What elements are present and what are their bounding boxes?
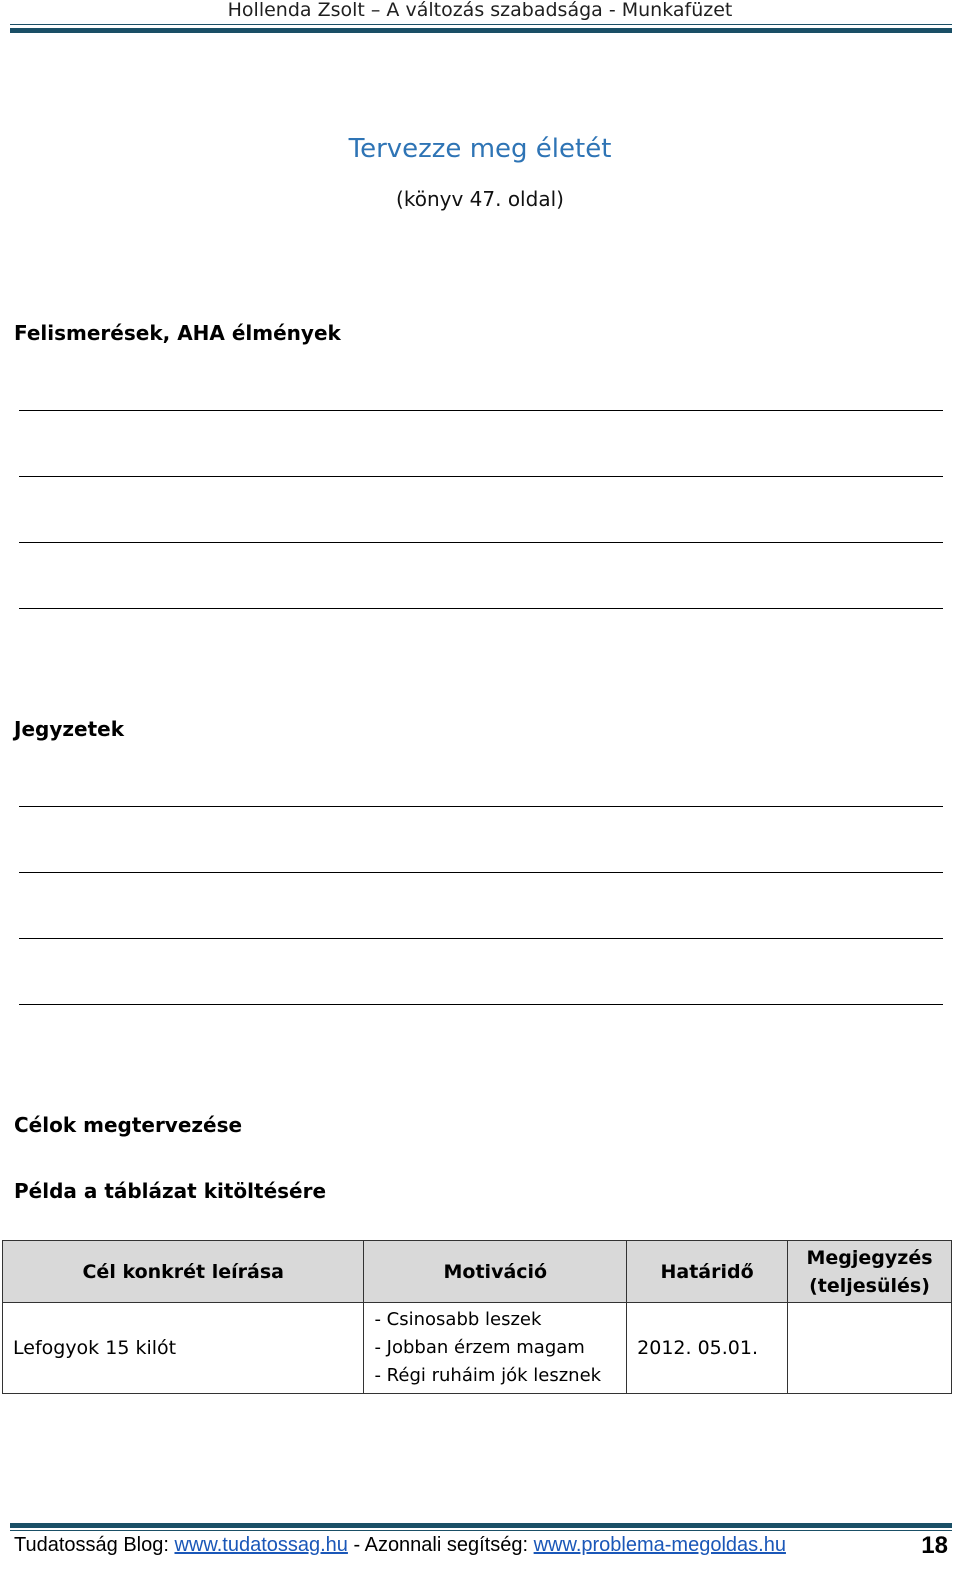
insights-line-3[interactable] [19,542,943,543]
header-deadline: Határidő [627,1241,788,1303]
insights-heading: Felismerések, AHA élmények [14,321,341,345]
header-rule-thick [10,28,952,33]
motivation-item: - Régi ruháim jók lesznek [374,1365,602,1386]
insights-line-1[interactable] [19,410,943,411]
header-motivation: Motiváció [364,1241,627,1303]
motivation-item: - Csinosabb leszek [374,1309,542,1330]
footer-blog-link[interactable]: www.tudatossag.hu [174,1534,348,1556]
header-rule-thin [10,24,952,25]
footer-blog-label: Tudatosság Blog: [14,1534,169,1556]
header-note: Megjegyzés (teljesülés) [788,1241,952,1303]
page-subtitle: (könyv 47. oldal) [396,187,564,211]
insights-line-4[interactable] [19,608,943,609]
page-number: 18 [921,1532,948,1559]
cell-deadline: 2012. 05.01. [627,1303,788,1394]
cell-motivation [364,1303,627,1394]
insights-line-2[interactable] [19,476,943,477]
table-header-row [3,1241,952,1303]
cell-goal: Lefogyok 15 kilót [3,1303,364,1394]
example-heading: Példa a táblázat kitöltésére [14,1179,327,1203]
header-goal-description: Cél konkrét leírása [3,1241,364,1303]
goals-table [2,1240,952,1394]
notes-line-3[interactable] [19,938,943,939]
footer-rule-thin [10,1530,952,1531]
goals-heading: Célok megtervezése [14,1113,243,1137]
notes-line-2[interactable] [19,872,943,873]
notes-line-4[interactable] [19,1004,943,1005]
table-row [3,1303,952,1394]
cell-note [788,1303,952,1394]
footer-help-label: - Azonnali segítség: [353,1534,529,1556]
page-title: Tervezze meg életét [348,134,612,164]
footer-rule-thick [10,1523,952,1528]
footer [14,1534,950,1564]
motivation-item: - Jobban érzem magam [374,1337,585,1358]
notes-heading: Jegyzetek [14,717,124,741]
footer-help-link[interactable]: www.problema-megoldas.hu [533,1534,786,1556]
running-header: Hollenda Zsolt – A változás szabadsága - Munkafüzet [227,0,733,21]
notes-line-1[interactable] [19,806,943,807]
